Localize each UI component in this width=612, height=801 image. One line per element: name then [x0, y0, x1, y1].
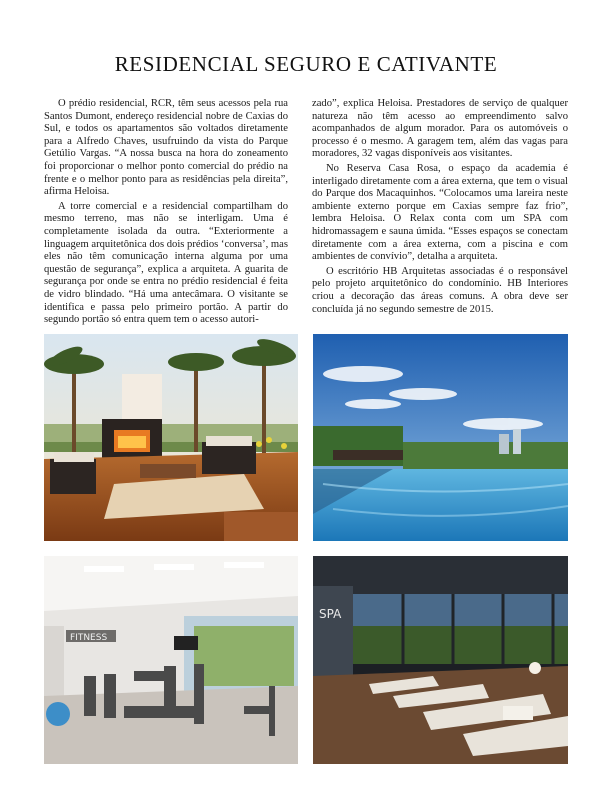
article-title: RESIDENCIAL SEGURO E CATIVANTE	[114, 52, 498, 76]
article-left-column	[44, 98, 288, 329]
fitness-room-photo	[44, 556, 298, 764]
terrace-fireplace-photo	[44, 334, 298, 541]
spa-lounge-photo	[313, 556, 568, 764]
paragraph: zado”, explica Heloisa. Prestadores de serviço de qualquer natureza não têm acesso ao empreendimento salvo acompanhados de algum morador. Para os automóveis o processo é o mesmo. A garagem tem, além das vagas para moradores, 32 vagas disponíveis aos visitantes.	[312, 98, 568, 160]
fitness-sign: FITNESS	[70, 633, 108, 643]
paragraph: A torre comercial e a residencial compartilham do mesmo terreno, mas não se interligam. Uma é completamente isolada da outra. “Exteriormente a linguagem arquitetônica dos dois prédios ‘conversa’, mas eles não têm comunicação interna alguma por uma questão de segurança”, explica a arquiteta. A guarita de segurança por onde se entra no prédio residencial é feita de vidro blindado. “Há uma antecâmara. O visitante se identifica e passa pelo primeiro portão. A partir do segundo portão só entra quem tem o acesso autori-	[44, 200, 288, 326]
paragraph: No Reserva Casa Rosa, o espaço da academia é interligado diretamente com a área externa, que tem o visual do Parque dos Macaquinhos. “Colocamos uma lareira neste ambiente externo porque em Caxias sempre faz frio”, lembra Heloisa. O Relax conta com um SPA com hidromassagem e sauna úmida. “Esses espaços se conectam diretamente com a área externa, com a piscina e com ambientes de convívio”, detalha a arquiteta.	[312, 162, 568, 263]
paragraph: O prédio residencial, RCR, têm seus acessos pela rua Santos Dumont, endereço residencial nobre de Caxias do Sul, e todos os apartamentos são voltados diretamente para a Alfredo Chaves, usufruindo da vista do Parque Getúlio Vargas. “A nossa busca na hora do zoneamento foi proporcionar o melhor ponto comercial do prédio na frente e o melhor ponto para as residências pela direita”, afirma Heloisa.	[44, 98, 288, 198]
paragraph: O escritório HB Arquitetas associadas é o responsável pelo projeto arquitetônico do condomínio. HB Interiores criou a decoração das áreas comuns. A obra deve ser concluída já no segundo semestre de 2015.	[312, 265, 568, 315]
spa-sign: SPA	[319, 607, 342, 621]
infinity-pool-photo	[313, 334, 568, 541]
article-right-column	[312, 98, 568, 318]
